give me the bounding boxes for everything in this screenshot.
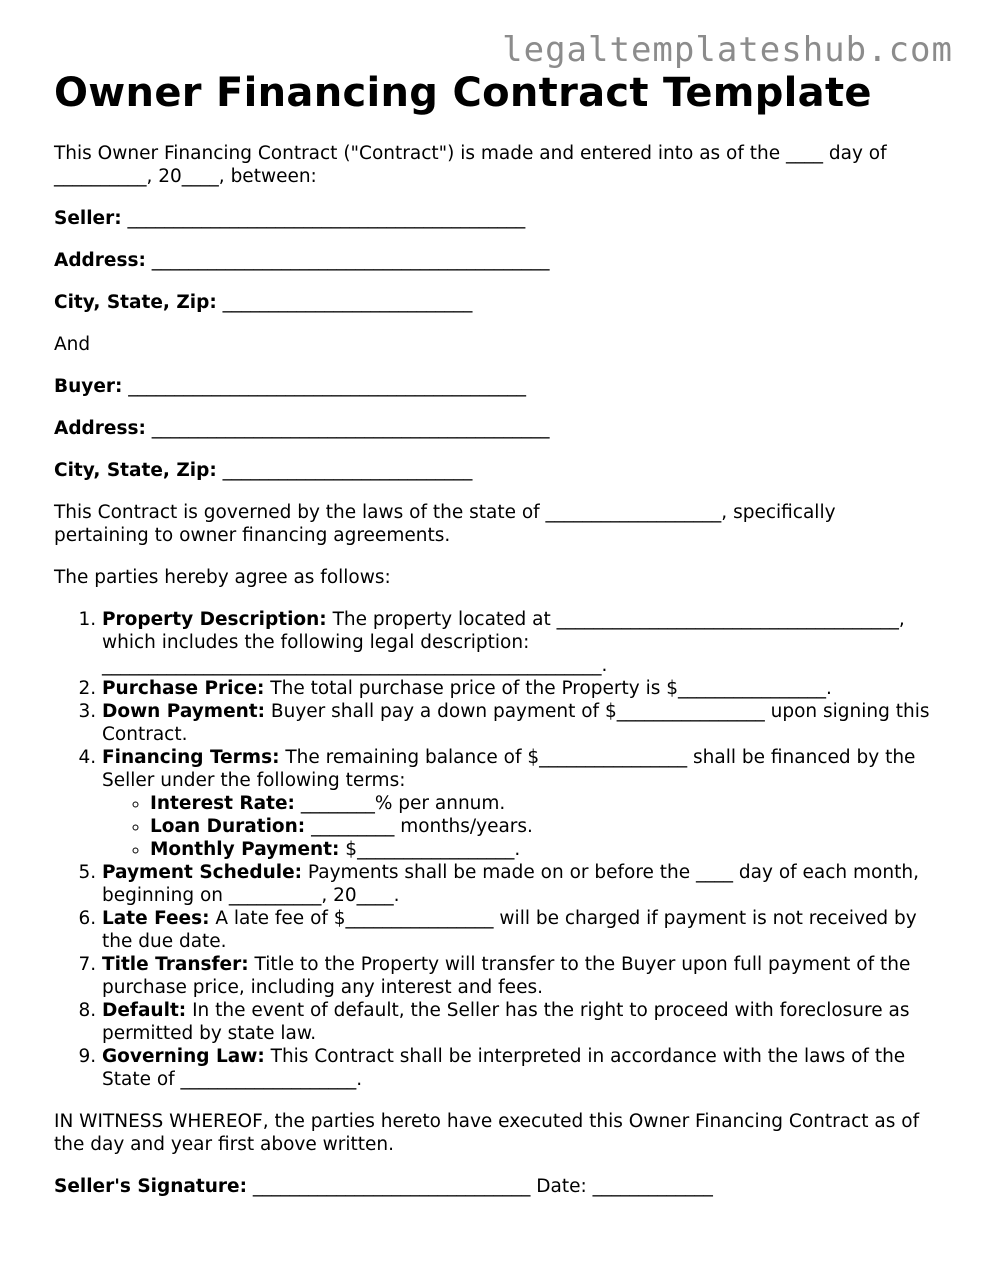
list-item	[102, 677, 934, 700]
seller-address-field	[54, 249, 934, 272]
buyer-address-line: ___________________________________________	[151, 418, 550, 439]
term-text: Payments shall be made on or before the ____ day of each month, beginning on __________, 20____.	[102, 862, 919, 906]
term-label: Late Fees:	[102, 908, 210, 929]
term-label: Down Payment:	[102, 701, 266, 722]
list-item	[102, 861, 934, 907]
page-title: Owner Financing Contract Template	[54, 70, 872, 116]
seller-signature-field	[54, 1175, 934, 1198]
buyer-address-field	[54, 417, 934, 440]
buyer-name-label: Buyer:	[54, 376, 123, 397]
signature-line: ______________________________ Date: _____________	[252, 1176, 713, 1197]
term-label: Governing Law:	[102, 1046, 265, 1067]
buyer-city-field	[54, 459, 934, 482]
seller-address-label: Address:	[54, 250, 146, 271]
buyer-address-label: Address:	[54, 418, 146, 439]
signature-label: Seller's Signature:	[54, 1176, 247, 1197]
term-text: In the event of default, the Seller has the right to proceed with foreclosure as permitted by state law.	[102, 1000, 910, 1044]
term-text: The total purchase price of the Property is $________________.	[264, 678, 832, 699]
term-label: Default:	[102, 1000, 187, 1021]
list-item	[102, 907, 934, 953]
list-item	[102, 608, 934, 677]
sub-label: Loan Duration:	[150, 816, 306, 837]
buyer-city-line: ___________________________	[222, 460, 473, 481]
and-text: And	[54, 334, 91, 355]
list-item	[102, 953, 934, 999]
list-item	[102, 746, 934, 861]
governed-paragraph: This Contract is governed by the laws of the state of ___________________, specifically pertaining to owner financing agreements.	[54, 502, 836, 546]
sub-text: _________ months/years.	[305, 816, 533, 837]
terms-list	[54, 608, 934, 1091]
financing-sublist	[102, 792, 934, 861]
seller-name-line: ___________________________________________	[127, 208, 526, 229]
list-item	[102, 1045, 934, 1091]
seller-city-line: ___________________________	[222, 292, 473, 313]
term-text: Title to the Property will transfer to the Buyer upon full payment of the purchase price, including any interest and fees.	[102, 954, 911, 998]
sublist-item	[150, 838, 934, 861]
sub-label: Interest Rate:	[150, 793, 295, 814]
seller-name-label: Seller:	[54, 208, 122, 229]
term-label: Payment Schedule:	[102, 862, 303, 883]
list-item	[102, 700, 934, 746]
buyer-city-label: City, State, Zip:	[54, 460, 217, 481]
buyer-name-field	[54, 375, 934, 398]
intro-paragraph: This Owner Financing Contract ("Contract") is made and entered into as of the ____ day of __________, 20____, between:	[54, 143, 887, 187]
term-text: A late fee of $________________ will be charged if payment is not received by the due date.	[102, 908, 917, 952]
agree-paragraph: The parties hereby agree as follows:	[54, 567, 391, 588]
term-text: The remaining balance of $________________ shall be financed by the Seller under the following terms:	[102, 747, 916, 791]
watermark: legaltemplateshub.com	[502, 30, 953, 70]
seller-name-field	[54, 207, 934, 230]
sub-text: ________% per annum.	[294, 793, 506, 814]
sublist-item	[150, 792, 934, 815]
witness-paragraph: IN WITNESS WHEREOF, the parties hereto have executed this Owner Financing Contract as of the day and year first above written.	[54, 1111, 920, 1155]
buyer-name-line: ___________________________________________	[128, 376, 527, 397]
term-label: Purchase Price:	[102, 678, 265, 699]
document	[54, 70, 934, 1217]
term-text: Buyer shall pay a down payment of $________________ upon signing this Contract.	[102, 701, 930, 745]
term-label: Title Transfer:	[102, 954, 249, 975]
seller-city-field	[54, 291, 934, 314]
term-text: The property located at _____________________________________, which includes the following legal description: ______________________________________________________.	[102, 609, 905, 676]
sub-text: $_________________.	[339, 839, 521, 860]
sub-label: Monthly Payment:	[150, 839, 340, 860]
term-text: This Contract shall be interpreted in accordance with the laws of the State of ___________________.	[102, 1046, 906, 1090]
term-label: Financing Terms:	[102, 747, 280, 768]
term-label: Property Description:	[102, 609, 327, 630]
seller-city-label: City, State, Zip:	[54, 292, 217, 313]
list-item	[102, 999, 934, 1045]
seller-address-line: ___________________________________________	[151, 250, 550, 271]
sublist-item	[150, 815, 934, 838]
